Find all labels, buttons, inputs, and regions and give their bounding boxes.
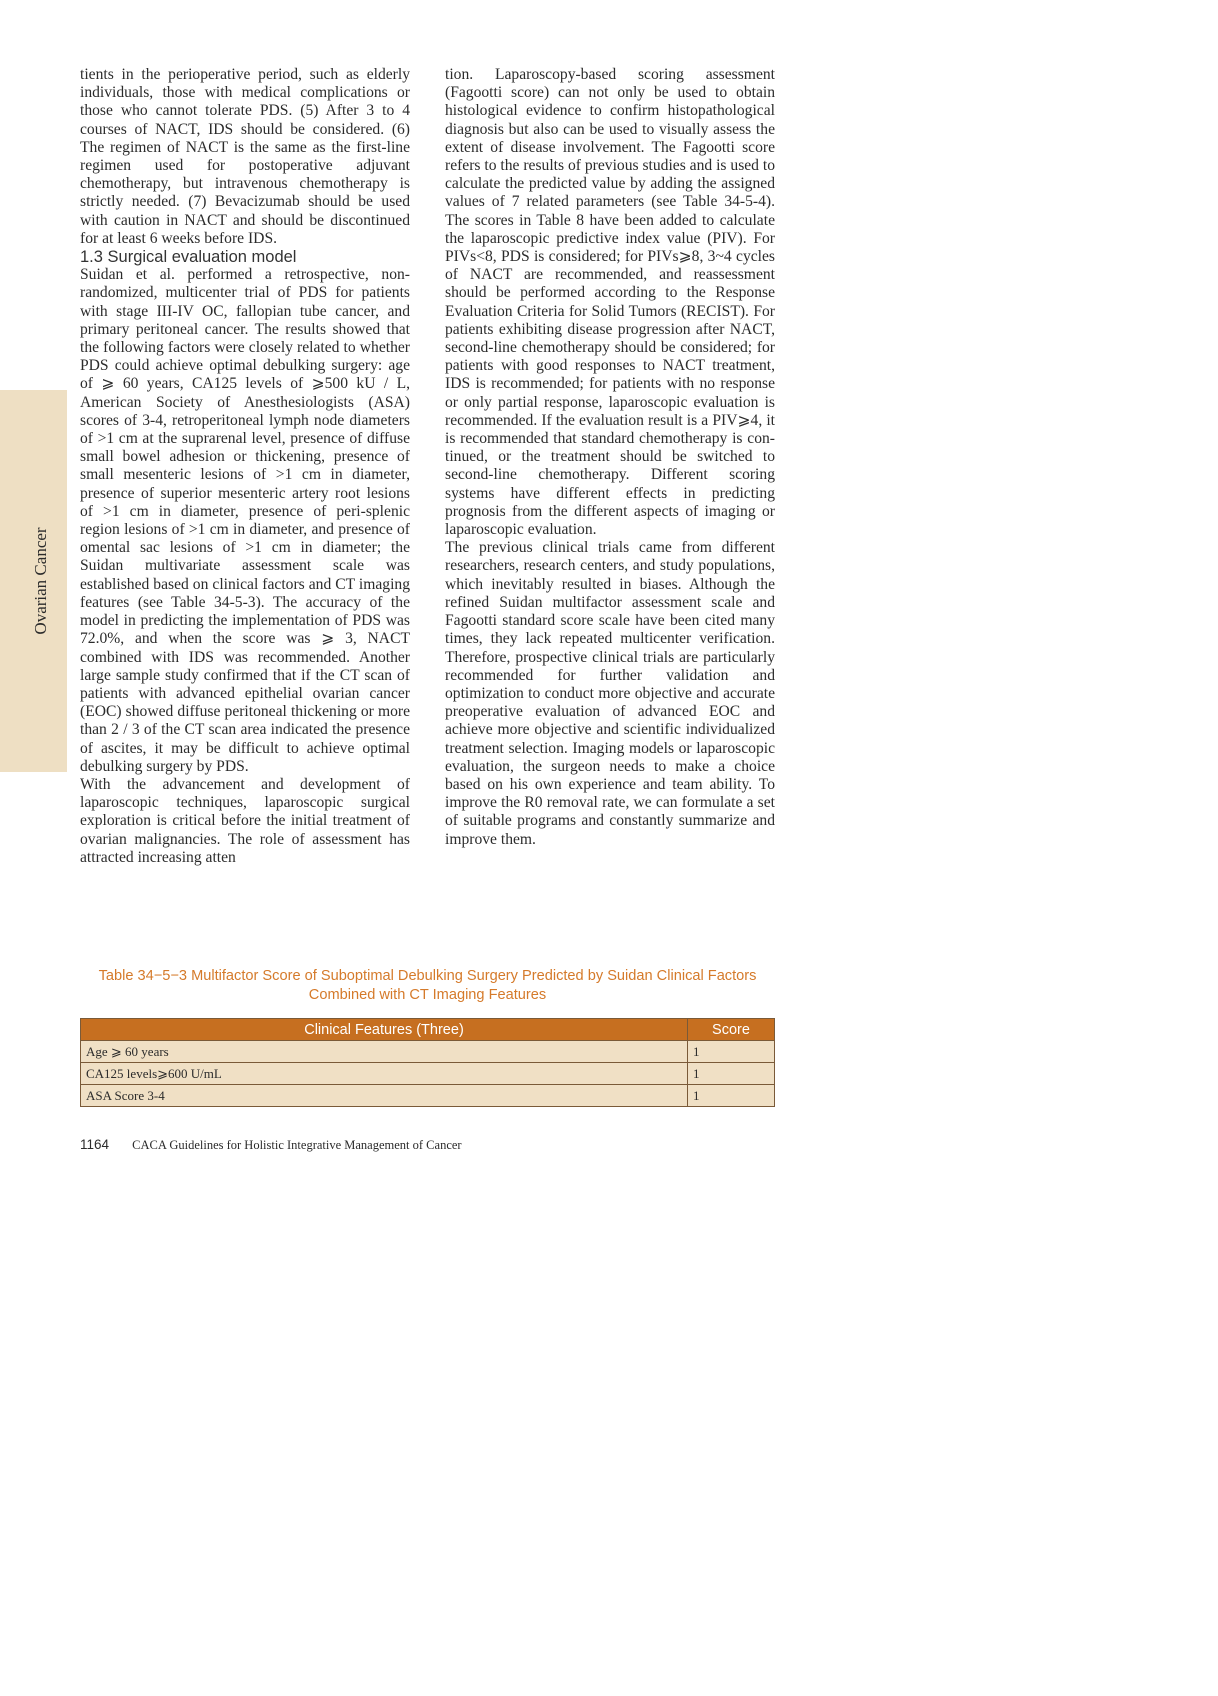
- table-caption-line: Combined with CT Imaging Features: [308, 986, 547, 1003]
- table-cell: CA125 levels⩾600 U/mL: [81, 1063, 688, 1085]
- table-row: [81, 1041, 775, 1063]
- table-cell: Age ⩾ 60 years: [81, 1041, 688, 1063]
- table-header-row: [81, 1019, 775, 1041]
- paragraph: With the advancement and development of laparoscopic techniques, laparoscopic surgical exploration is critical before the initial treatment of ovarian malignancies. The role of assessment has attracted increasing atten: [80, 775, 410, 866]
- table-header-cell: Clinical Features (Three): [81, 1019, 688, 1041]
- table-row: [81, 1063, 775, 1085]
- left-column: [80, 66, 410, 867]
- table-caption-line: Table 34−5−3 Multifactor Score of Suboptimal Debulking Surgery Predicted by Suidan Clinical Factors: [98, 968, 757, 984]
- running-title: CACA Guidelines for Holistic Integrative Management of Cancer: [132, 1138, 462, 1152]
- table-cell: 1: [688, 1041, 775, 1063]
- table-caption: [80, 967, 775, 1004]
- section-side-tab: [0, 390, 67, 772]
- paragraph: tients in the perioperative period, such as elderly individuals, those with medical complications or those who cannot tolerate PDS. (5) After 3 to 4 courses of NACT, IDS should be considered. (6) The regimen of NACT is the same as the first-line regimen used for postoperative adjuvant chemotherapy, but intravenous chemotherapy is strictly needed. (7) Bevacizumab should be used with caution in NACT and should be discontinued for at least 6 weeks before IDS.: [80, 66, 410, 247]
- right-column: [445, 66, 775, 849]
- section-heading: 1.3 Surgical evaluation model: [80, 248, 297, 267]
- table-row: [81, 1085, 775, 1107]
- page-number: 1164: [80, 1137, 110, 1152]
- side-tab-label: Ovarian Cancer: [31, 527, 50, 635]
- table-cell: ASA Score 3-4: [81, 1085, 688, 1107]
- paragraph: tion. Laparoscopy-based scoring assessment (Fagootti score) can not only be used to obtain histological evidence to confirm histopathological diagnosis but also can be used to visually assess the extent of disease involvement. The Fagootti score refers to the results of previous studies and is used to calculate the predicted value by adding the assigned values of 7 related parameters (see Table 34-5-4). The scores in Table 8 have been added to calculate the laparoscopic predictive index value (PIV). For PIVs<8, PDS is considered; for PIVs⩾8, 3~4 cycles of NACT are recommended, and reassessment should be performed according to the Response Evaluation Criteria for Solid Tumors (RECIST). For patients exhibiting disease progression after NACT, second-line chemotherapy should be considered; for patients with good responses to NACT treatment, IDS is recommended; for patients with no response or only partial response, laparoscopic evaluation is recommended. If the evaluation result is a PIV⩾4, it is recommended that standard chemotherapy is continued, or the treatment should be switched to second-line chemotherapy. Different scoring systems have different effects in predicting prognosis from the different aspects of imaging or laparoscopic evaluation.: [445, 66, 776, 539]
- score-table: [80, 1018, 775, 1107]
- table-cell: 1: [688, 1085, 775, 1107]
- page-footer: [80, 1137, 462, 1153]
- paragraph: The previous clinical trials came from different researchers, research centers, and study populations, which inevitably resulted in biases. Although the refined Suidan multifactor assessment scale and Fagootti standard score scale have been cited many times, they lack repeated multicenter verification. Therefore, prospective clinical trials are particularly recommended for further validation and optimization to conduct more objective and accurate preoperative evaluation of advanced EOC and achieve more objective and scientific individualized treatment selection. Imaging models or laparoscopic evaluation, the surgeon needs to make a choice based on his own experience and team ability. To improve the R0 removal rate, we can formulate a set of suitable programs and constantly summarize and improve them.: [445, 539, 775, 848]
- paragraph: Suidan et al. performed a retrospective, non-randomized, multicenter trial of PDS for patients with stage III-IV OC, fallopian tube cancer, and primary peritoneal cancer. The results showed that the following factors were closely related to whether PDS could achieve optimal debulking surgery: age of ⩾ 60 years, CA125 levels of ⩾500 kU / L, American Society of Anesthesiologists (ASA) scores of 3-4, retroperitoneal lymph node diameters of >1 cm at the suprarenal level, presence of diffuse small bowel adhesion or thickening, presence of small mesenteric lesions of >1 cm in diameter, presence of superior mesenteric artery root lesions of >1 cm in diameter, presence of peri-splenic region lesions of >1 cm in diameter, and presence of omental sac lesions of >1 cm in diameter; the Suidan multivariate assessment scale was established based on clinical factors and CT imaging features (see Table 34-5-3). The accuracy of the model in predicting the implementation of PDS was 72.0%, and when the score was ⩾ 3, NACT combined with IDS was recommended. Another large sample study confirmed that if the CT scan of patients with advanced epithelial ovarian cancer (EOC) showed diffuse peritoneal thickening or more than 2 / 3 of the CT scan area indicated the presence of ascites, it may be difficult to achieve optimal debulking surgery by PDS.: [80, 266, 410, 775]
- table-cell: 1: [688, 1063, 775, 1085]
- table-header-cell: Score: [688, 1019, 775, 1041]
